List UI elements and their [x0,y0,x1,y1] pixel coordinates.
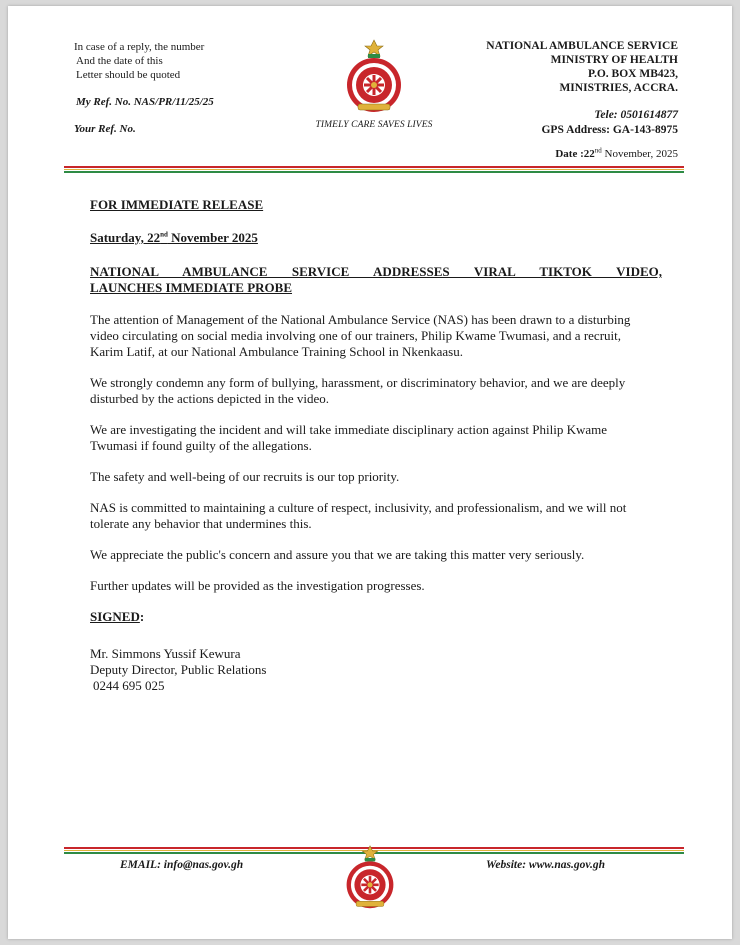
release-title-line: LAUNCHES IMMEDIATE PROBE [90,280,293,295]
nas-emblem-footer-logo [344,844,396,910]
footer-email[interactable]: EMAIL: info@nas.gov.gh [120,859,244,871]
body-paragraph: We appreciate the public's concern and assure you that we are taking this matter very seriously. [90,547,585,562]
nas-emblem-logo [344,38,404,114]
footer-website[interactable]: Website: www.nas.gov.gh [486,859,606,871]
reply-note-line: In case of a reply, the number [74,41,205,53]
my-ref: My Ref. No. NAS/PR/11/25/25 [76,96,214,108]
release-title [90,264,662,296]
reply-note-line: And the date of this [76,55,163,67]
body-paragraph: We strongly condemn any form of bullying, harassment, or discriminatory behavior, and we are deeply disturbed by the actions depicted in the video. [90,375,626,406]
gps-address: GPS Address: GA-143-8975 [541,124,678,136]
signed-label: SIGNED: [90,609,145,624]
body-paragraph: The attention of Management of the National Ambulance Service (NAS) has been drawn to a disturbing video circulating on social media involving one of our trainers, Philip Kwame Twumasi, and a recruit, Karim Latif, at our National Ambulance Training School in Nkenkaasu. [90,312,631,359]
release-label: FOR IMMEDIATE RELEASE [90,197,264,212]
body-paragraph: The safety and well-being of our recruits is our top priority. [90,469,400,484]
reply-note [74,40,204,82]
org-line: MINISTRY OF HEALTH [550,54,678,66]
your-ref: Your Ref. No. [74,123,136,135]
org-address [486,39,678,95]
release-title-line: NATIONAL AMBULANCE SERVICE ADDRESSES VIRAL TIKTOK VIDEO, [90,264,662,279]
signatory-block [90,646,655,694]
release-body [90,312,655,694]
contact-block [541,108,678,138]
letter-page [8,6,732,939]
release-date: Saturday, 22nd November 2025 [90,230,258,245]
signatory-phone: 0244 695 025 [93,678,165,693]
body-paragraph: Further updates will be provided as the investigation progresses. [90,578,425,593]
reply-note-line: Letter should be quoted [76,69,181,81]
signatory-name: Mr. Simmons Yussif Kewura [90,646,241,661]
body-paragraph: We are investigating the incident and will take immediate disciplinary action against Philip Kwame Twumasi if found guilty of the allegations. [90,422,608,453]
motto: TIMELY CARE SAVES LIVES [315,120,433,130]
body-paragraph: NAS is committed to maintaining a culture of respect, inclusivity, and professionalism, and we will not tolerate any behavior that undermines this. [90,500,627,531]
org-line: MINISTRIES, ACCRA. [559,82,678,94]
org-line: NATIONAL AMBULANCE SERVICE [486,40,678,52]
org-line: P.O. BOX MB423, [588,68,678,80]
signatory-title: Deputy Director, Public Relations [90,662,267,677]
telephone: Tele: 0501614877 [594,109,678,121]
letter-date: Date :22nd November, 2025 [555,146,678,160]
